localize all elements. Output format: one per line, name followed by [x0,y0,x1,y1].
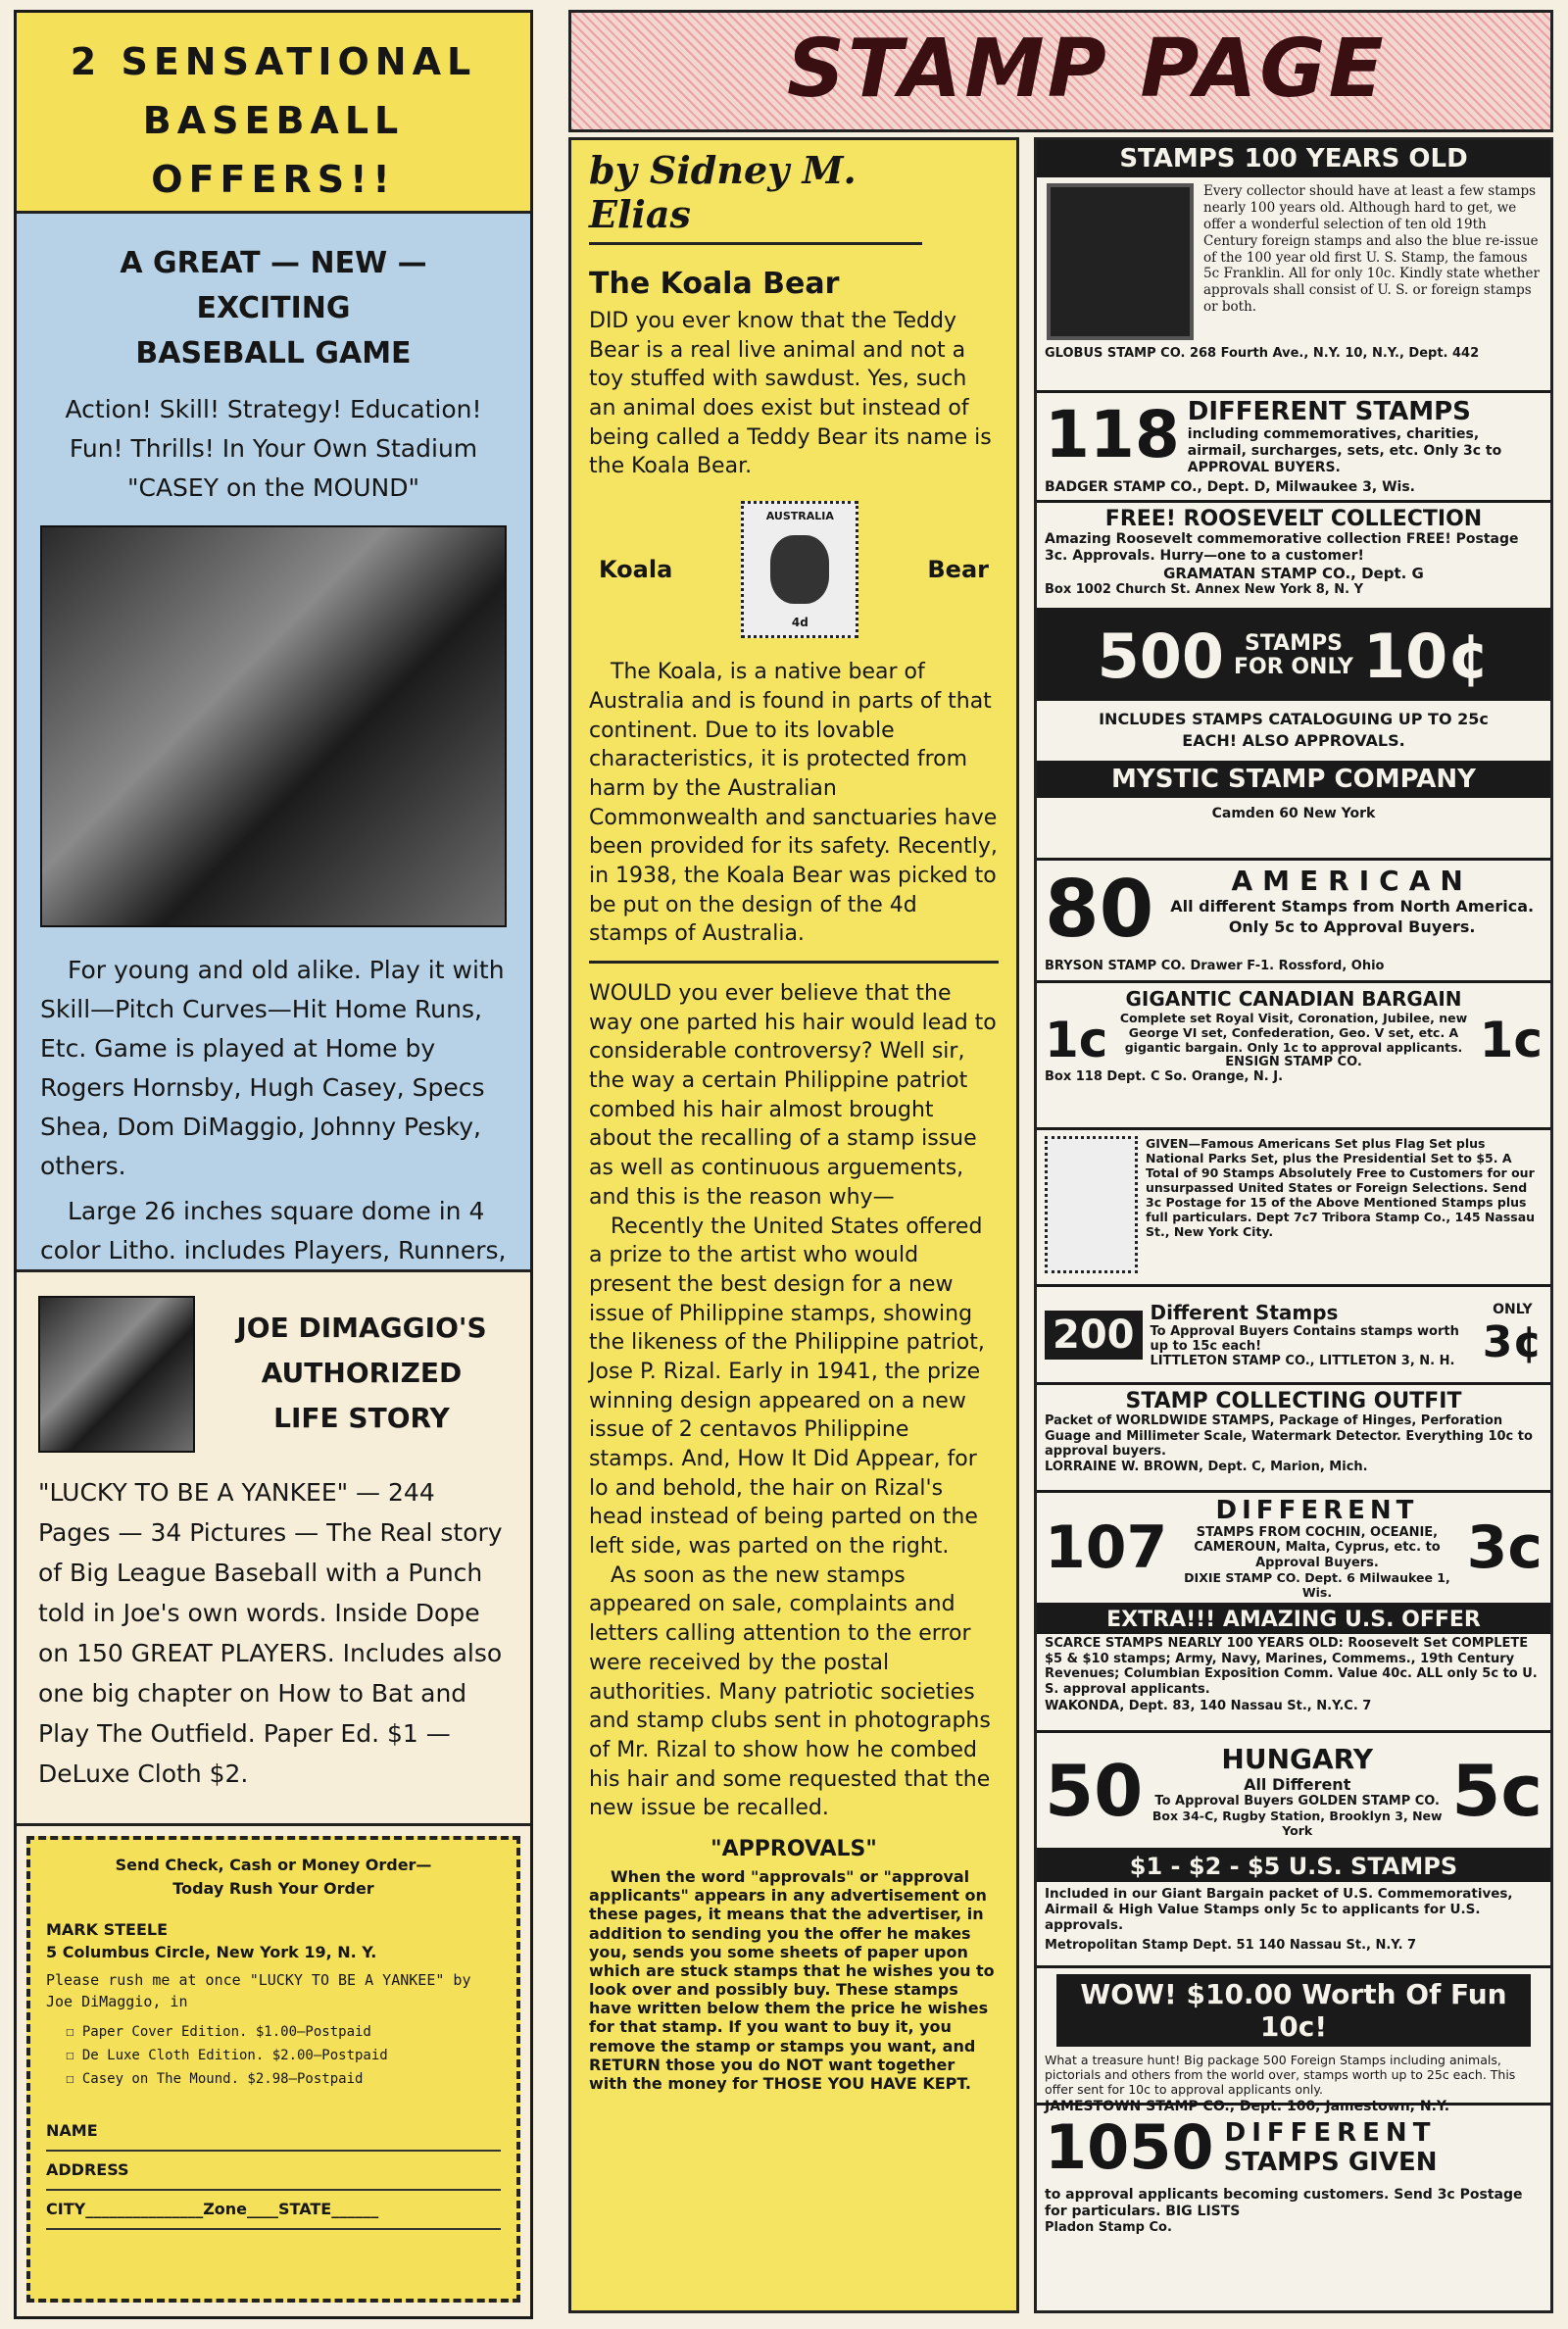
ad1-body: Every collector should have at least a few stamps nearly 100 years old. Although hard to get, we offer a wonderful selection of ten old 19th Century foreign stamps and also the blue re-issue of the 100 year old first U. S. Stamp, the famous 5c Franklin. All for only 10c. Kindly state whether approvals shall consist of U. S. or foreign stamps or both. [1203,183,1540,316]
ad13-body: Included in our Giant Bargain packet of U.S. Commemoratives, Airmail & High Value Stamps only 5c to applicants for U.S. approvals. [1045,1886,1513,1934]
ad14-title: WOW! $10.00 Worth Of Fun 10c! [1056,1974,1531,2047]
ad10-body: STAMPS FROM COCHIN, OCEANIE, CAMEROUN, Malta, Cyprus, etc. to Approval Buyers. [1194,1524,1441,1570]
book-heading-line1: JOE DIMAGGIO'S [236,1312,487,1344]
ad13-title: $1 - $2 - $5 U.S. STAMPS [1037,1851,1550,1882]
ad-roosevelt[interactable] [1037,503,1550,611]
ad10-price: 3c [1466,1513,1543,1582]
coupon-name: MARK STEELE [46,1920,169,1939]
coupon-field-name[interactable]: NAME [46,2112,501,2152]
ad5-body: All different Stamps from North America. Only 5c to Approval Buyers. [1170,897,1535,936]
coupon-please: Please rush me at once "LUCKY TO BE A YANKEE" by Joe DiMaggio, in [46,1971,471,2010]
game-photo [40,525,507,927]
coupon-top: Send Check, Cash or Money Order—Today Rush Your Order [115,1856,432,1898]
ad11-footer: WAKONDA, Dept. 83, 140 Nassau St., N.Y.C. 7 [1045,1699,1372,1714]
ad5-footer: BRYSON STAMP CO. Drawer F-1. Rossford, Ohio [1045,959,1385,973]
ad8-number: 200 [1045,1311,1143,1360]
ad12-title: HUNGARY [1221,1743,1373,1775]
book-ad [17,1272,530,1826]
ad-80-american[interactable] [1037,861,1550,983]
ad2-number: 118 [1045,397,1180,472]
ad13-footer: Metropolitan Stamp Dept. 51 140 Nassau St., N.Y. 7 [1045,1937,1417,1953]
koala-paragraph-2: The Koala, is a native bear of Australia and is found in parts of that continent. Due to its lovable characteristics, it is protected from harm by the Australian Commonwealth and sanctuaries have been provided for its safety. Recently, in 1938, the Koala Bear was picked to be put on the design of the 4d stamps of Australia. [589,660,998,947]
coupon-option-paper[interactable]: ☐ Paper Cover Edition. $1.00—Postpaid [66,2024,371,2040]
rizal-paragraph-1: WOULD you ever believe that the way one parted his hair would lead to considerable controversy? Well sir, the way a certain Philippine patriot combed his hair almost brought about the recalling of a stamp issue as well as continuous arguements, and this is the reason why— [589,981,997,1210]
order-coupon[interactable] [26,1836,520,2303]
ad5-number: 80 [1045,864,1154,955]
coupon-fields [46,2112,501,2230]
ad12-subtitle: All Different [1244,1775,1351,1794]
ad2-body: including commemoratives, charities, airmail, surcharges, sets, etc. Only 3c to APPROVAL BUYERS. [1187,426,1502,475]
ad15-number: 1050 [1045,2111,1214,2183]
byline: by Sidney M. Elias [589,148,922,245]
left-column [14,10,533,2319]
ad4-mid1: STAMPS [1244,630,1344,656]
ad2-footer: BADGER STAMP CO., Dept. D, Milwaukee 3, Wis. [1045,479,1415,496]
stamp-page-title: STAMP PAGE [787,23,1387,116]
stamp-ads-column [1034,137,1553,2313]
divider [589,961,999,964]
ad15-title2: STAMPS GIVEN [1223,2147,1438,2177]
ad8-price: 3¢ [1482,1317,1543,1367]
game-intro: Action! Skill! Strategy! Education! Fun! Thrills! In Your Own Stadium "CASEY on the MOUND" [65,395,482,502]
ad-500-stamps[interactable] [1037,611,1550,861]
ad10-title: DIFFERENT [1215,1495,1419,1525]
ad2-title: DIFFERENT STAMPS [1187,397,1471,426]
ad-hungary[interactable] [1037,1733,1550,1851]
koala-stamp-value: 4d [791,616,808,630]
ad4-company: MYSTIC STAMP COMPANY [1037,761,1550,798]
coupon-field-address[interactable]: ADDRESS [46,2152,501,2191]
koala-icon [770,535,829,604]
offers-title-line3: OFFERS!! [151,158,396,201]
koala-paragraph-1: DID you ever know that the Teddy Bear is a real live animal and not a toy stuffed with sawdust. Yes, such an animal does exist but instead of being called a Teddy Bear its name is the Koala Bear. [589,309,992,479]
ad12-number: 50 [1045,1749,1144,1832]
game-heading-line1: A GREAT — NEW — EXCITING [120,246,427,325]
ad10-footer: DIXIE STAMP CO. Dept. 6 Milwaukee 1, Wis. [1184,1570,1450,1601]
koala-article-title: The Koala Bear [589,267,840,301]
ad6-title: GIGANTIC CANADIAN BARGAIN [1125,987,1462,1011]
ad11-body: SCARCE STAMPS NEARLY 100 YEARS OLD: Roosevelt Set COMPLETE $5 & $10 stamps; Army, Navy, Marines, Commems., 19th Century Revenues; Columbian Exposition Comm. Value 40c. ALL only 5c to U. S. approval applicants. [1045,1636,1538,1697]
ad3-company: GRAMATAN STAMP CO., Dept. G [1163,564,1424,582]
coupon-option-casey[interactable]: ☐ Casey on The Mound. $2.98—Postpaid [66,2071,364,2087]
coupon-option-deluxe[interactable]: ☐ De Luxe Cloth Edition. $2.00—Postpaid [66,2048,388,2063]
dimaggio-photo [38,1296,195,1453]
game-heading [40,241,507,376]
ad-1050-stamps[interactable] [1037,2106,1550,2310]
game-heading-line2: BASEBALL GAME [135,336,412,371]
koala-stamp-image [741,501,858,638]
ad6-footer: Box 118 Dept. C So. Orange, N. J. [1045,1069,1284,1084]
ad4-mid2: FOR ONLY [1234,655,1353,679]
ad9-title: STAMP COLLECTING OUTFIT [1125,1389,1462,1413]
article-column [568,137,1019,2313]
ad-stamps-100-years[interactable] [1037,140,1550,393]
ad15-footer: Pladon Stamp Co. [1045,2219,1172,2235]
ad4-body: INCLUDES STAMPS CATALOGUING UP TO 25c EACH! ALSO APPROVALS. [1099,710,1489,751]
ad3-title: FREE! ROOSEVELT COLLECTION [1104,507,1483,531]
ad3-body: Amazing Roosevelt commemorative collection FREE! Postage 3c. Approvals. Hurry—one to a customer! [1045,531,1519,564]
ad7-body: GIVEN—Famous Americans Set plus Flag Set plus National Parks Set, plus the Presidential Set to $5. A Total of 90 Stamps Absolutely Free to Customers for our unsurpassed United States or Foreign Selections. Send 3c Postage for 15 of the Above Mentioned Stamps plus full particulars. Dept 7c7 Tribora Stamp Co., 145 Nassau St., New York City. [1146,1136,1536,1239]
ad-wow-fun[interactable] [1037,1968,1550,2114]
book-body: "LUCKY TO BE A YANKEE" — 244 Pages — 34 Pictures — The Real story of Big League Baseball with a Punch told in Joe's own words. Inside Dope on 150 GREAT PLAYERS. Includes also one big chapter on How to Bat and Play The Outfield. Paper Ed. $1 — DeLuxe Cloth $2. [38,1478,503,1788]
ad6-company: ENSIGN STAMP CO. [1225,1055,1362,1069]
ad4-price: 10¢ [1362,619,1491,692]
ad14-body: What a treasure hunt! Big package 500 Foreign Stamps including animals, pictorials and others from the world over, stamps worth up to 25c each. This offer sent for 10c to approval applicants only. [1045,2053,1516,2097]
ad12-price: 5c [1451,1749,1543,1832]
ad-us-offer[interactable] [1037,1606,1550,1733]
ad12-footer: Box 34-C, Rugby Station, Brooklyn 3, New York [1152,1809,1443,1838]
ad11-title: EXTRA!!! AMAZING U.S. OFFER [1037,1606,1550,1634]
rizal-paragraph-3: As soon as the new stamps appeared on sale, complaints and letters calling attention to the error were received by the postal authorities. Many patriotic societies and stamp clubs sent in photographs of Mr. Rizal to show how he combed his hair and some requested that the new issue be recalled. [589,1562,991,1821]
ad8-title: Different Stamps [1150,1301,1339,1324]
offers-title [17,13,530,209]
coupon-field-city[interactable]: CITY_______________Zone____STATE______ [46,2191,501,2230]
koala-label-right: Bear [927,556,989,584]
ad15-body: to approval applicants becoming customers. Send 3c Postage for particulars. BIG LISTS [1045,2187,1523,2219]
ad8-footer: LITTLETON STAMP CO., LITTLETON 3, N. H. [1150,1354,1455,1368]
ad15-title: DIFFERENT [1224,2117,1437,2148]
ad6-price-left: 1c [1045,1012,1108,1068]
coupon-address: 5 Columbus Circle, New York 19, N. Y. [46,1943,377,1961]
offers-title-line1: 2 SENSATIONAL [70,40,477,83]
ad-200-stamps[interactable] [1037,1287,1550,1385]
ad6-body: Complete set Royal Visit, Coronation, Jubilee, new George VI set, Confederation, Geo. V set, etc. A gigantic bargain. Only 1c to approval applicants. [1119,1011,1468,1055]
ad3-footer: Box 1002 Church St. Annex New York 8, N. Y [1045,581,1363,597]
koala-label-left: Koala [599,556,673,584]
baseball-offers-header [17,13,530,214]
ad4-footer: Camden 60 New York [1211,805,1376,821]
ad1-title: STAMPS 100 YEARS OLD [1037,140,1550,177]
ad-canadian-bargain[interactable] [1037,983,1550,1130]
ad5-title: AMERICAN [1231,865,1473,897]
koala-stamp-label: AUSTRALIA [765,510,834,523]
book-heading-line2: AUTHORIZED [261,1357,463,1389]
coupon-options [46,2020,501,2091]
ad6-price-right: 1c [1479,1012,1543,1068]
franklin-stamp-image [1047,183,1194,340]
ad-collecting-outfit[interactable] [1037,1385,1550,1493]
ad1-footer: GLOBUS STAMP CO. 268 Fourth Ave., N.Y. 10, N.Y., Dept. 442 [1045,346,1480,361]
stamp-page-header [568,10,1553,132]
ad8-body: To Approval Buyers Contains stamps worth up to 15c each! [1150,1324,1459,1354]
approvals-body: When the word "approvals" or "approval applicants" appears in any advertisement on these pages, it means that the advertiser, in addition to sending you the offer he makes you, sends you some sheets of paper upon which are stuck stamps that he wishes you to look over and possibly buy. These stamps have written below them the price he wishes for that stamp. If you want to buy it, you remove the stamp or stamps you want, and RETURN those you do NOT want together with the money for THOSE YOU HAVE KEPT. [589,1866,995,2093]
approvals-title: "APPROVALS" [710,1836,877,1861]
game-body1: For young and old alike. Play it with Skill—Pitch Curves—Hit Home Runs, Etc. Game is played at Home by Rogers Hornsby, Hugh Casey, Specs Shea, Dom DiMaggio, Johnny Pesky, others. [40,956,505,1180]
game-ad [17,214,530,1272]
ad4-banner [1037,611,1550,701]
statue-stamp-image [1045,1136,1138,1273]
ad14-footer: JAMESTOWN STAMP CO., Dept. 100, Jamestown, N.Y. [1045,2099,1450,2114]
ad-us-stamps-values[interactable] [1037,1851,1550,1968]
ad-given-sets[interactable] [1037,1130,1550,1287]
ad9-body: Packet of WORLDWIDE STAMPS, Package of Hinges, Perforation Guage and Millimeter Scale, Watermark Detector. Everything 10c to approval buyers. [1045,1413,1533,1460]
ad9-footer: LORRAINE W. BROWN, Dept. C, Marion, Mich. [1045,1459,1368,1474]
book-heading [215,1296,509,1453]
ad-118-stamps[interactable] [1037,393,1550,503]
ad12-body: To Approval Buyers GOLDEN STAMP CO. [1154,1794,1440,1809]
ad4-number: 500 [1097,619,1225,692]
offers-title-line2: BASEBALL [142,99,405,142]
ad8-only: ONLY [1493,1302,1533,1317]
ad-107-stamps[interactable] [1037,1493,1550,1606]
game-body2: Large 26 inches square dome in 4 color Litho. includes Players, Runners, [40,1197,507,1264]
koala-stamp-figure [599,501,989,638]
book-heading-line3: LIFE STORY [273,1402,450,1434]
rizal-paragraph-2: Recently the United States offered a prize to the artist who would present the best design for a new issue of Philippine stamps, showing the likeness of the Philippine patriot, Jose P. Rizal. Early in 1941, the prize winning design appeared on a new issue of 2 centavos Philippine stamps. And, How It Did Appear, for lo and behold, the hair on Rizal's head instead of being parted on the left side, was parted on the right. [589,1214,985,1560]
ad10-number: 107 [1045,1513,1168,1582]
